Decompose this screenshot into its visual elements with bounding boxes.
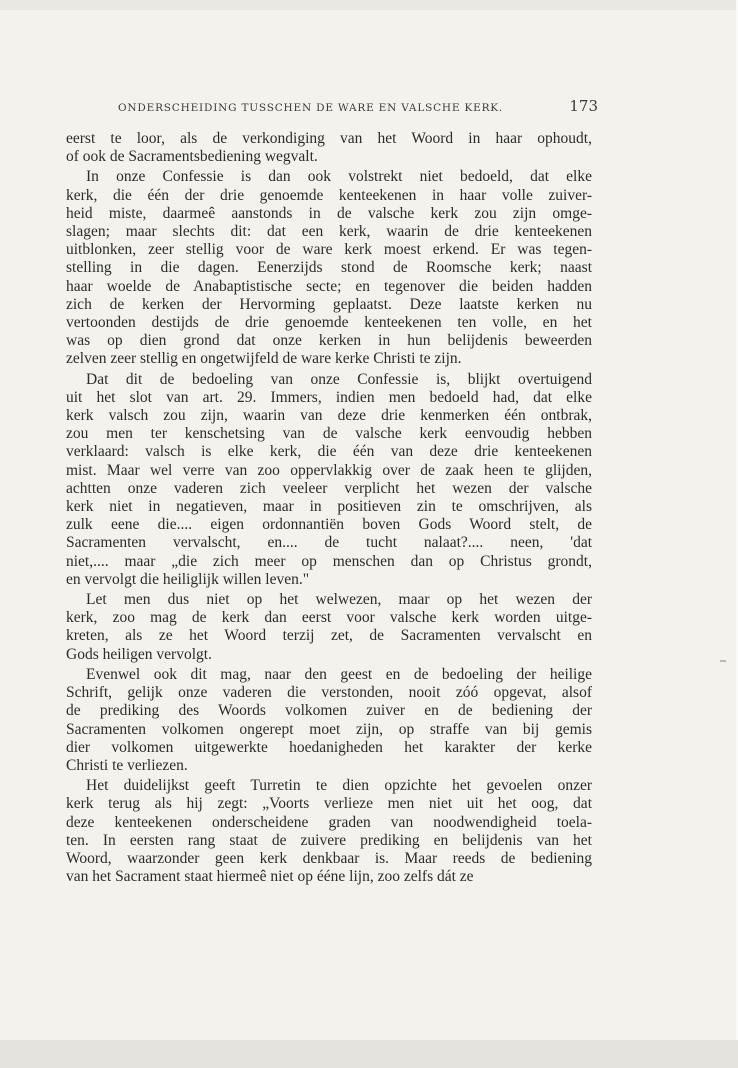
- scan-mark: [720, 660, 726, 662]
- text-line: kerk, die één der drie genoemde kenteekenen in haar volle zuiver-: [66, 186, 592, 204]
- text-line: heid miste, daarmeê aanstonds in de valsche kerk zou zijn omge-: [66, 204, 592, 222]
- body-text: [66, 130, 592, 888]
- text-line: Evenwel ook dit mag, naar den geest en de bedoeling der heilige: [86, 665, 592, 683]
- text-line: uitblonken, zeer stellig voor de ware kerk moest erkend. Er was tegen-: [66, 241, 592, 259]
- text-line: en vervolgt die heiliglijk willen leven.": [66, 570, 310, 588]
- text-line: Het duidelijkst geeft Turretin te dien opzichte het gevoelen onzer: [86, 777, 592, 795]
- text-line: Dat dit de bedoeling van onze Confessie is, blijkt overtuigend: [86, 370, 592, 388]
- text-line: was op dien grond dat onze kerken in hun belijdenis beweerden: [66, 332, 592, 350]
- paragraph: [66, 371, 592, 589]
- text-line: ten. In eersten rang staat de zuivere prediking en belijdenis van het: [66, 831, 592, 849]
- text-line: kerk, zoo mag de kerk dan eerst voor valsche kerk worden uitge-: [66, 609, 592, 627]
- text-line: Let men dus niet op het welwezen, maar op het wezen der: [86, 591, 592, 609]
- text-line: slagen; maar slechts dit: dat een kerk, waarin de drie kenteekenen: [66, 223, 592, 241]
- text-line: Sacramenten vervalscht, en.... de tucht nalaat?.... neen, 'dat: [66, 534, 592, 552]
- text-line: haar woelde de Anabaptistische secte; en tegenover die beiden hadden: [66, 277, 592, 295]
- text-line: zelven zeer stellig en ongetwijfeld de ware kerke Christi te zijn.: [66, 350, 462, 368]
- text-line: kerk valsch zou zijn, waarin van deze drie kenmerken één ontbrak,: [66, 407, 592, 425]
- text-line: stelling in die dagen. Eenerzijds stond de Roomsche kerk; naast: [66, 259, 592, 277]
- text-line: niet,.... maar „die zich meer op menschen dan op Christus grondt,: [66, 552, 592, 570]
- text-line: de prediking des Woords volkomen zuiver en de bediening der: [66, 702, 592, 720]
- text-line: Gods heiligen vervolgt.: [66, 645, 212, 663]
- text-line: uit het slot van art. 29. Immers, indien men bedoeld had, dat elke: [66, 388, 592, 406]
- text-line: kreten, als ze het Woord terzij zet, de Sacramenten vervalscht en: [66, 627, 592, 645]
- text-line: zulk eene die.... eigen ordonnantiën boven Gods Woord stelt, de: [66, 516, 592, 534]
- text-line: eerst te loor, als de verkondiging van het Woord in haar ophoudt,: [66, 130, 592, 147]
- text-line: In onze Confessie is dan ook volstrekt niet bedoeld, dat elke: [86, 168, 592, 186]
- running-header: [118, 97, 598, 115]
- paragraph: [66, 666, 592, 775]
- text-line: van het Sacrament staat hiermeê niet op ééne lijn, zoo zelfs dát ze: [66, 868, 474, 886]
- text-line: Sacramenten volkomen ongerept moet zijn, op straffe van bij gemis: [66, 720, 592, 738]
- paragraph: [66, 130, 592, 166]
- text-line: kerk terug als hij zegt: „Voorts verlieze men niet uit het oog, dat: [66, 795, 592, 813]
- text-line: of ook de Sacramentsbediening wegvalt.: [66, 148, 318, 166]
- text-line: vertoonden destijds de drie genoemde kenteekenen ten volle, en het: [66, 314, 592, 332]
- running-title: ONDERSCHEIDING TUSSCHEN DE WARE EN VALSCHE KERK.: [118, 102, 504, 114]
- text-line: verklaard: valsch is elke kerk, die één van deze drie kenteekenen: [66, 443, 592, 461]
- paragraph: [66, 591, 592, 664]
- paragraph: [66, 168, 592, 368]
- page-number: 173: [569, 97, 598, 115]
- text-line: achtten onze vaderen zich veeleer verplicht het wezen der valsche: [66, 479, 592, 497]
- paragraph: [66, 777, 592, 886]
- text-line: Schrift, gelijk onze vaderen die verstonden, nooit zóó opgevat, alsof: [66, 684, 592, 702]
- scan-top-margin: [0, 0, 738, 10]
- text-line: deze kenteekenen onderscheidene graden van noodwendigheid toela-: [66, 813, 592, 831]
- text-line: kerk niet in negatieven, maar in positieven zin te omschrijven, als: [66, 498, 592, 516]
- text-line: mist. Maar wel verre van zoo oppervlakkig over de zaak heen te glijden,: [66, 461, 592, 479]
- text-line: Woord, waarzonder geen kerk denkbaar is. Maar reeds de bediening: [66, 849, 592, 867]
- scan-bottom-margin: [0, 1040, 738, 1068]
- text-line: dier volkomen uitgewerkte hoedanigheden het karakter der kerke: [66, 738, 592, 756]
- text-line: Christi te verliezen.: [66, 756, 188, 774]
- text-line: zou men ter kenschetsing van de valsche kerk eenvoudig hebben: [66, 425, 592, 443]
- text-line: zich de kerken der Hervorming geplaatst. Deze laatste kerken nu: [66, 295, 592, 313]
